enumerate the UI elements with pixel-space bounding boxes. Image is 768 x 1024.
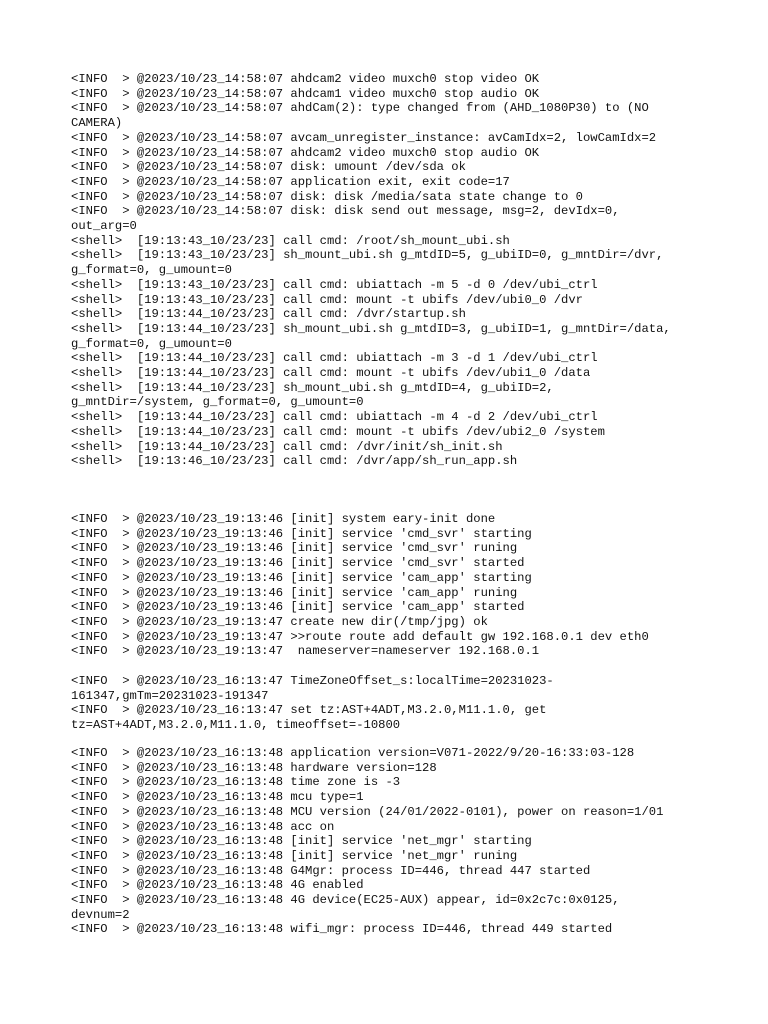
log-line: <INFO > @2023/10/23_14:58:07 ahdcam2 video muxch0 stop audio OK xyxy=(71,145,540,160)
log-line: <shell> [19:13:44_10/23/23] call cmd: mount -t ubifs /dev/ubi1_0 /data xyxy=(71,366,591,381)
log-line: <INFO > @2023/10/23_14:58:07 avcam_unregister_instance: avCamIdx=2, lowCamIdx=2 xyxy=(71,130,657,145)
log-line: <shell> [19:13:44_10/23/23] call cmd: ubiattach -m 3 -d 1 /dev/ubi_ctrl xyxy=(71,351,598,366)
log-line: <INFO > @2023/10/23_19:13:47 create new dir(/tmp/jpg) ok xyxy=(71,614,488,629)
log-line: <INFO > @2023/10/23_16:13:48 acc on xyxy=(71,819,335,834)
log-line: <INFO > @2023/10/23_14:58:07 ahdCam(2): type changed from (AHD_1080P30) to (NO xyxy=(71,101,649,116)
log-line: <INFO > @2023/10/23_19:13:46 [init] service 'cam_app' started xyxy=(71,600,525,615)
log-line: <INFO > @2023/10/23_14:58:07 application exit, exit code=17 xyxy=(71,174,510,189)
log-line: <INFO > @2023/10/23_16:13:48 [init] service 'net_mgr' runing xyxy=(71,848,518,863)
log-line: <INFO > @2023/10/23_16:13:48 time zone is -3 xyxy=(71,775,401,790)
log-line: 161347,gmTm=20231023-191347 xyxy=(71,688,269,703)
log-line: <INFO > @2023/10/23_14:58:07 disk: umount /dev/sda ok xyxy=(71,160,466,175)
log-line: <INFO > @2023/10/23_19:13:46 [init] service 'cmd_svr' started xyxy=(71,556,525,571)
log-line: <INFO > @2023/10/23_19:13:46 [init] service 'cam_app' starting xyxy=(71,570,532,585)
log-line: <INFO > @2023/10/23_16:13:47 TimeZoneOffset_s:localTime=20231023- xyxy=(71,674,554,688)
log-line: <INFO > @2023/10/23_16:13:48 MCU version (24/01/2022-0101), power on reason=1/01 xyxy=(71,804,664,819)
log-line: <shell> [19:13:44_10/23/23] sh_mount_ubi.sh g_mtdID=4, g_ubiID=2, xyxy=(71,380,554,395)
log-line: <INFO > @2023/10/23_16:13:48 [init] service 'net_mgr' starting xyxy=(71,834,532,849)
log-line: <shell> [19:13:44_10/23/23] call cmd: /dvr/init/sh_init.sh xyxy=(71,439,503,454)
log-line: <INFO > @2023/10/23_19:13:47 nameserver=nameserver 192.168.0.1 xyxy=(71,644,540,659)
log-line: out_arg=0 xyxy=(71,219,137,234)
log-line: <INFO > @2023/10/23_19:13:46 [init] service 'cmd_svr' runing xyxy=(71,541,518,556)
log-line: <shell> [19:13:43_10/23/23] call cmd: /root/sh_mount_ubi.sh xyxy=(71,233,510,248)
log-line: <INFO > @2023/10/23_16:13:47 set tz:AST+4ADT,M3.2.0,M11.1.0, get xyxy=(71,703,547,718)
log-line: <INFO > @2023/10/23_16:13:48 wifi_mgr: process ID=446, thread 449 started xyxy=(71,922,613,937)
log-section-shutdown-and-mount xyxy=(71,72,711,469)
log-line: <shell> [19:13:44_10/23/23] call cmd: /dvr/startup.sh xyxy=(71,307,466,322)
log-line: <INFO > @2023/10/23_19:13:47 >>route route add default gw 192.168.0.1 dev eth0 xyxy=(71,629,649,644)
log-section-application-startup xyxy=(71,746,711,937)
log-line: <INFO > @2023/10/23_14:58:07 disk: disk send out message, msg=2, devIdx=0, xyxy=(71,204,620,219)
log-line: <shell> [19:13:43_10/23/23] call cmd: mount -t ubifs /dev/ubi0_0 /dvr xyxy=(71,292,583,307)
log-line: <shell> [19:13:44_10/23/23] sh_mount_ubi.sh g_mtdID=3, g_ubiID=1, g_mntDir=/data, xyxy=(71,321,671,336)
log-line: <INFO > @2023/10/23_16:13:48 hardware version=128 xyxy=(71,760,437,775)
log-line: <INFO > @2023/10/23_14:58:07 ahdcam1 video muxch0 stop audio OK xyxy=(71,86,540,101)
log-line: <shell> [19:13:44_10/23/23] call cmd: ubiattach -m 4 -d 2 /dev/ubi_ctrl xyxy=(71,410,598,425)
log-line: <shell> [19:13:44_10/23/23] call cmd: mount -t ubifs /dev/ubi2_0 /system xyxy=(71,424,605,439)
log-line: g_mntDir=/system, g_format=0, g_umount=0 xyxy=(71,395,364,410)
log-line: g_format=0, g_umount=0 xyxy=(71,336,232,351)
log-line: CAMERA) xyxy=(71,116,123,131)
log-line: <INFO > @2023/10/23_16:13:48 G4Mgr: process ID=446, thread 447 started xyxy=(71,863,591,878)
log-line: <shell> [19:13:46_10/23/23] call cmd: /dvr/app/sh_run_app.sh xyxy=(71,454,518,469)
log-line: <INFO > @2023/10/23_19:13:46 [init] service 'cam_app' runing xyxy=(71,585,518,600)
log-line: <INFO > @2023/10/23_14:58:07 ahdcam2 video muxch0 stop video OK xyxy=(71,72,540,86)
log-line: <INFO > @2023/10/23_14:58:07 disk: disk /media/sata state change to 0 xyxy=(71,189,583,204)
log-section-timezone xyxy=(71,674,711,733)
log-line: <shell> [19:13:43_10/23/23] sh_mount_ubi.sh g_mtdID=5, g_ubiID=0, g_mntDir=/dvr, xyxy=(71,248,664,263)
log-line: <INFO > @2023/10/23_16:13:48 mcu type=1 xyxy=(71,790,364,805)
log-line: <INFO > @2023/10/23_16:13:48 4G enabled xyxy=(71,878,364,893)
log-line: tz=AST+4ADT,M3.2.0,M11.1.0, timeoffset=-10800 xyxy=(71,718,401,733)
log-line: devnum=2 xyxy=(71,907,130,922)
log-line: <INFO > @2023/10/23_19:13:46 [init] service 'cmd_svr' starting xyxy=(71,526,532,541)
log-line: <INFO > @2023/10/23_19:13:46 [init] system eary-init done xyxy=(71,512,496,526)
log-line: <shell> [19:13:43_10/23/23] call cmd: ubiattach -m 5 -d 0 /dev/ubi_ctrl xyxy=(71,277,598,292)
log-section-init-services xyxy=(71,512,711,659)
log-line: <INFO > @2023/10/23_16:13:48 application version=V071-2022/9/20-16:33:03-128 xyxy=(71,746,635,760)
log-line: g_format=0, g_umount=0 xyxy=(71,263,232,278)
log-line: <INFO > @2023/10/23_16:13:48 4G device(EC25-AUX) appear, id=0x2c7c:0x0125, xyxy=(71,893,620,908)
